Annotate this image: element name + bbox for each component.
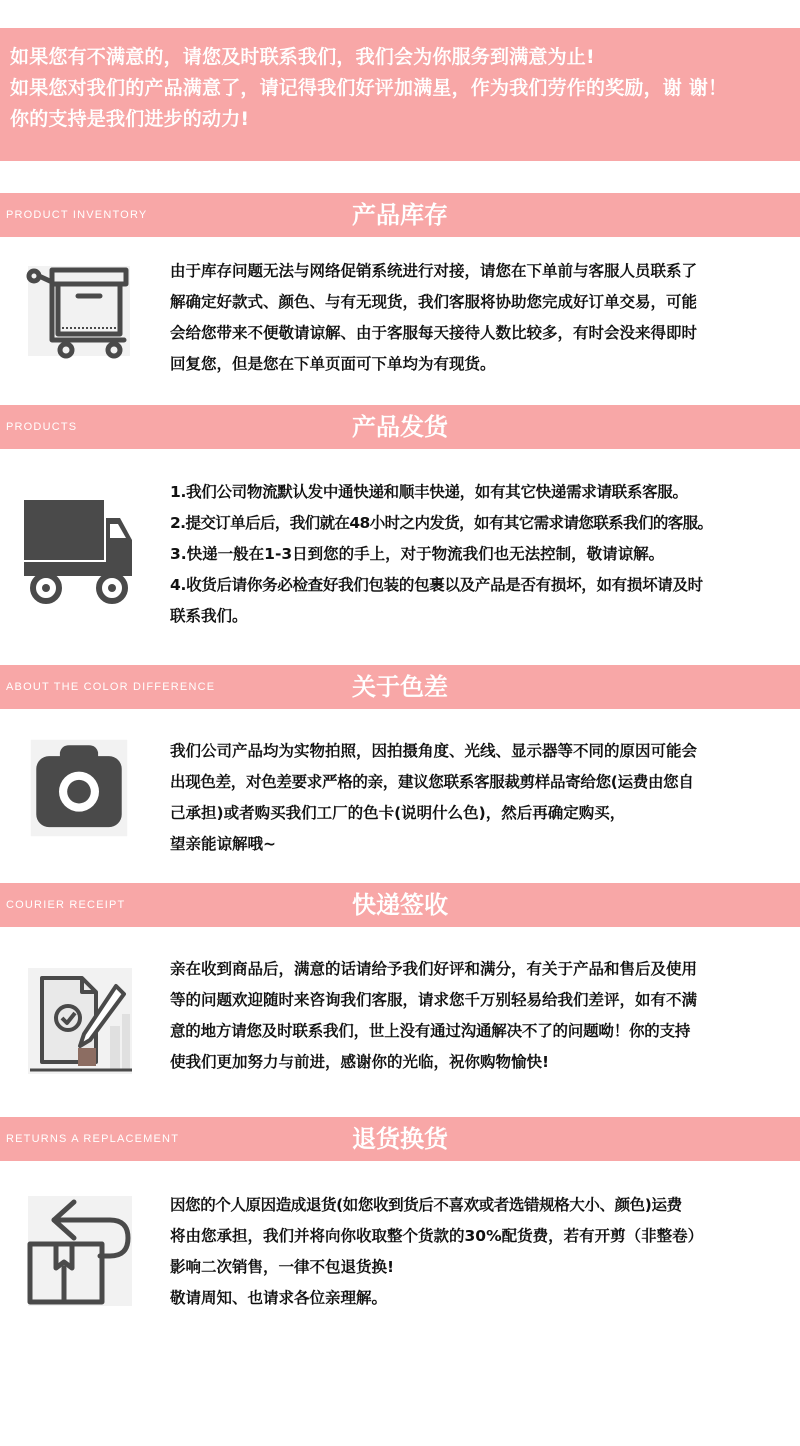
delivery-truck-icon — [24, 496, 134, 608]
section-header-shipping — [0, 405, 800, 449]
text-line: 使我们更加努力与前进，感谢你的光临，祝你购物愉快! — [170, 1053, 550, 1071]
text-line: 3.快递一般在1-3日到您的手上，对于物流我们也无法控制，敬请谅解。 — [170, 545, 665, 563]
text-line: 敬请周知、也请求各位亲理解。 — [170, 1289, 388, 1307]
section-header-receipt — [0, 883, 800, 927]
section-en-title: PRODUCTS — [6, 421, 78, 433]
text-line: 亲在收到商品后，满意的话请给予我们好评和满分，有关于产品和售后及使用 — [170, 960, 698, 978]
text-line: 4.收货后请你务必检查好我们包装的包裹以及产品是否有损坏，如有损坏请及时 — [170, 576, 703, 594]
section-zh-title: 产品库存 — [352, 201, 448, 229]
section-text-shipping — [170, 477, 790, 632]
camera-icon — [24, 738, 134, 838]
section-text-receipt — [170, 954, 790, 1078]
warehouse-cart-icon — [24, 260, 134, 360]
section-header-returns — [0, 1117, 800, 1161]
section-text-inventory — [170, 256, 790, 380]
return-box-icon — [24, 1192, 134, 1310]
section-zh-title: 产品发货 — [352, 413, 448, 441]
text-line: 由于库存问题无法与网络促销系统进行对接，请您在下单前与客服人员联系了 — [170, 262, 698, 280]
section-en-title: RETURNS A REPLACEMENT — [6, 1133, 180, 1145]
section-text-returns — [170, 1190, 790, 1314]
text-line: 将由您承担，我们并将向你收取整个货款的30%配货费，若有开剪（非整卷） — [170, 1227, 704, 1245]
banner-line: 如果您有不满意的，请您及时联系我们，我们会为你服务到满意为止! — [10, 46, 595, 68]
text-line: 望亲能谅解哦~ — [170, 835, 276, 853]
section-en-title: COURIER RECEIPT — [6, 899, 126, 911]
text-line: 1.我们公司物流默认发中通快递和顺丰快递，如有其它快递需求请联系客服。 — [170, 483, 688, 501]
section-zh-title: 快递签收 — [352, 891, 448, 919]
text-line: 因您的个人原因造成退货(如您收到货后不喜欢或者选错规格大小、颜色)运费 — [170, 1196, 682, 1214]
text-line: 会给您带来不便敬请谅解、由于客服每天接待人数比较多，有时会没来得即时 — [170, 324, 698, 342]
section-zh-title: 关于色差 — [352, 673, 448, 701]
top-banner — [0, 28, 800, 161]
text-line: 我们公司产品均为实物拍照，因拍摄角度、光线、显示器等不同的原因可能会 — [170, 742, 698, 760]
section-en-title: ABOUT THE COLOR DIFFERENCE — [6, 681, 216, 693]
text-line: 己承担)或者购买我们工厂的色卡(说明什么色)，然后再确定购买， — [170, 804, 626, 822]
text-line: 回复您，但是您在下单页面可下单均为有现货。 — [170, 355, 496, 373]
section-header-color — [0, 665, 800, 709]
sign-document-icon — [24, 966, 134, 1078]
section-en-title: PRODUCT INVENTORY — [6, 209, 148, 221]
banner-line: 如果您对我们的产品满意了，请记得我们好评加满星，作为我们劳作的奖励，谢 谢！ — [10, 77, 728, 99]
text-line: 解确定好款式、颜色、与有无现货，我们客服将协助您完成好订单交易，可能 — [170, 293, 698, 311]
banner-line: 你的支持是我们进步的动力! — [10, 108, 250, 130]
text-line: 2.提交订单后后，我们就在48小时之内发货，如有其它需求请您联系我们的客服。 — [170, 514, 713, 532]
section-text-color — [170, 736, 790, 860]
text-line: 出现色差，对色差要求严格的亲，建议您联系客服裁剪样品寄给您(运费由您自 — [170, 773, 694, 791]
text-line: 联系我们。 — [170, 607, 248, 625]
section-header-inventory — [0, 193, 800, 237]
text-line: 影响二次销售，一律不包退货换! — [170, 1258, 395, 1276]
text-line: 等的问题欢迎随时来咨询我们客服，请求您千万别轻易给我们差评，如有不满 — [170, 991, 698, 1009]
section-zh-title: 退货换货 — [352, 1125, 448, 1153]
text-line: 意的地方请您及时联系我们，世上没有通过沟通解决不了的问题呦！你的支持 — [170, 1022, 691, 1040]
